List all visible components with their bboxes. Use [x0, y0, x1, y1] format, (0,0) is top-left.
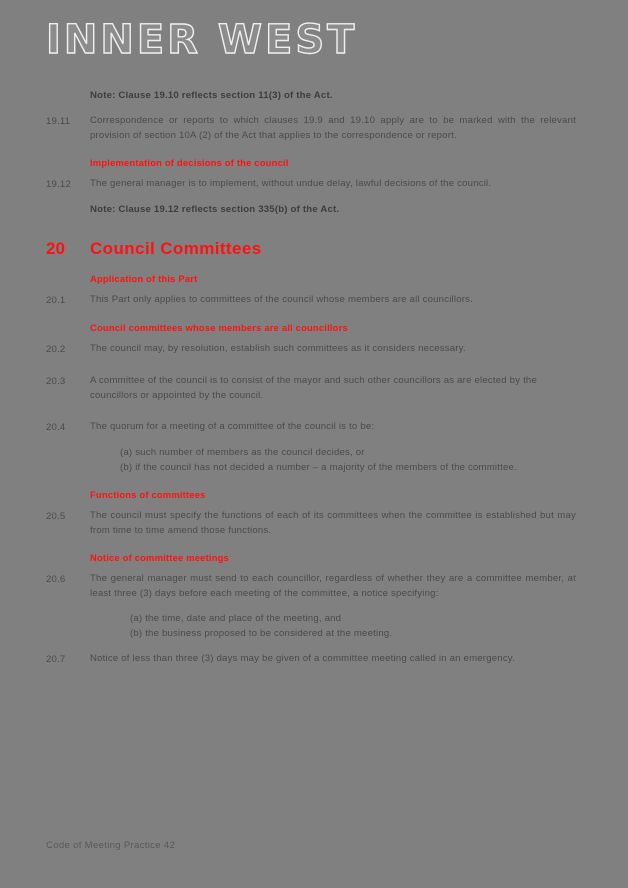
clause-number: 20.1 [46, 295, 66, 306]
sub-clause: (a) such number of members as the council decides, or [120, 447, 365, 458]
clause-text: The council must specify the functions of each of its committees when the committee is established but may from time to time amend those functions. [90, 510, 576, 536]
clause-row [46, 373, 576, 403]
section-heading: Notice of committee meetings [90, 552, 229, 563]
clause-number: 19.12 [46, 179, 72, 190]
clause-row [46, 292, 576, 308]
section-heading: Application of this Part [90, 273, 198, 284]
clause-row [46, 419, 576, 435]
clause-number: 20.7 [46, 654, 66, 665]
clause-text: A committee of the council is to consist of the mayor and such other councillors as are elected by the councillors or appointed by the council. [90, 375, 538, 401]
clause-row [46, 651, 576, 667]
document-body [46, 88, 576, 677]
clause-number: 20.6 [46, 574, 66, 585]
logo-text: INNER WEST [46, 17, 358, 63]
chapter-title: Council Committees [90, 239, 262, 258]
sub-clause: (b) the business proposed to be considered at the meeting. [130, 628, 393, 639]
clause-number: 20.3 [46, 376, 66, 387]
sub-clause: (b) if the council has not decided a number – a majority of the members of the committee. [120, 462, 517, 473]
clause-number: 20.5 [46, 511, 66, 522]
clause-row [46, 508, 576, 538]
chapter-number: 20 [46, 239, 65, 258]
chapter-heading [46, 239, 576, 259]
clause-text: Notice of less than three (3) days may be given of a committee meeting called in an emergency. [90, 653, 515, 664]
clause-text: This Part only applies to committees of the council whose members are all councillors. [90, 294, 473, 305]
sub-clause: (a) the time, date and place of the meeting, and [130, 613, 342, 624]
clause-number: 20.4 [46, 422, 66, 433]
clause-number: 19.11 [46, 116, 71, 127]
clause-number: 20.2 [46, 344, 66, 355]
clause-text: The general manager is to implement, without undue delay, lawful decisions of the council. [90, 178, 492, 189]
clause-text: The quorum for a meeting of a committee of the council is to be: [90, 421, 375, 432]
clause-row [46, 341, 576, 357]
clause-row [46, 176, 576, 192]
section-heading: Implementation of decisions of the council [90, 157, 289, 168]
section-heading: Council committees whose members are all councillors [90, 322, 348, 333]
clause-row [46, 571, 576, 601]
inner-west-logo [46, 17, 358, 63]
clause-text: The council may, by resolution, establish such committees as it considers necessary. [90, 343, 466, 354]
page-footer: Code of Meeting Practice 42 [46, 840, 176, 851]
note-line: Note: Clause 19.10 reflects section 11(3) of the Act. [90, 90, 333, 101]
section-heading: Functions of committees [90, 489, 206, 500]
clause-text: Correspondence or reports to which clauses 19.9 and 19.10 apply are to be marked with the relevant provision of section 10A (2) of the Act that applies to the correspondence or report. [90, 115, 576, 141]
clause-row [46, 113, 576, 143]
note-line: Note: Clause 19.12 reflects section 335(b) of the Act. [90, 204, 340, 215]
clause-text: The general manager must send to each councillor, regardless of whether they are a committee member, at least three (3) days before each meeting of the committee, a notice specifying: [90, 573, 576, 599]
